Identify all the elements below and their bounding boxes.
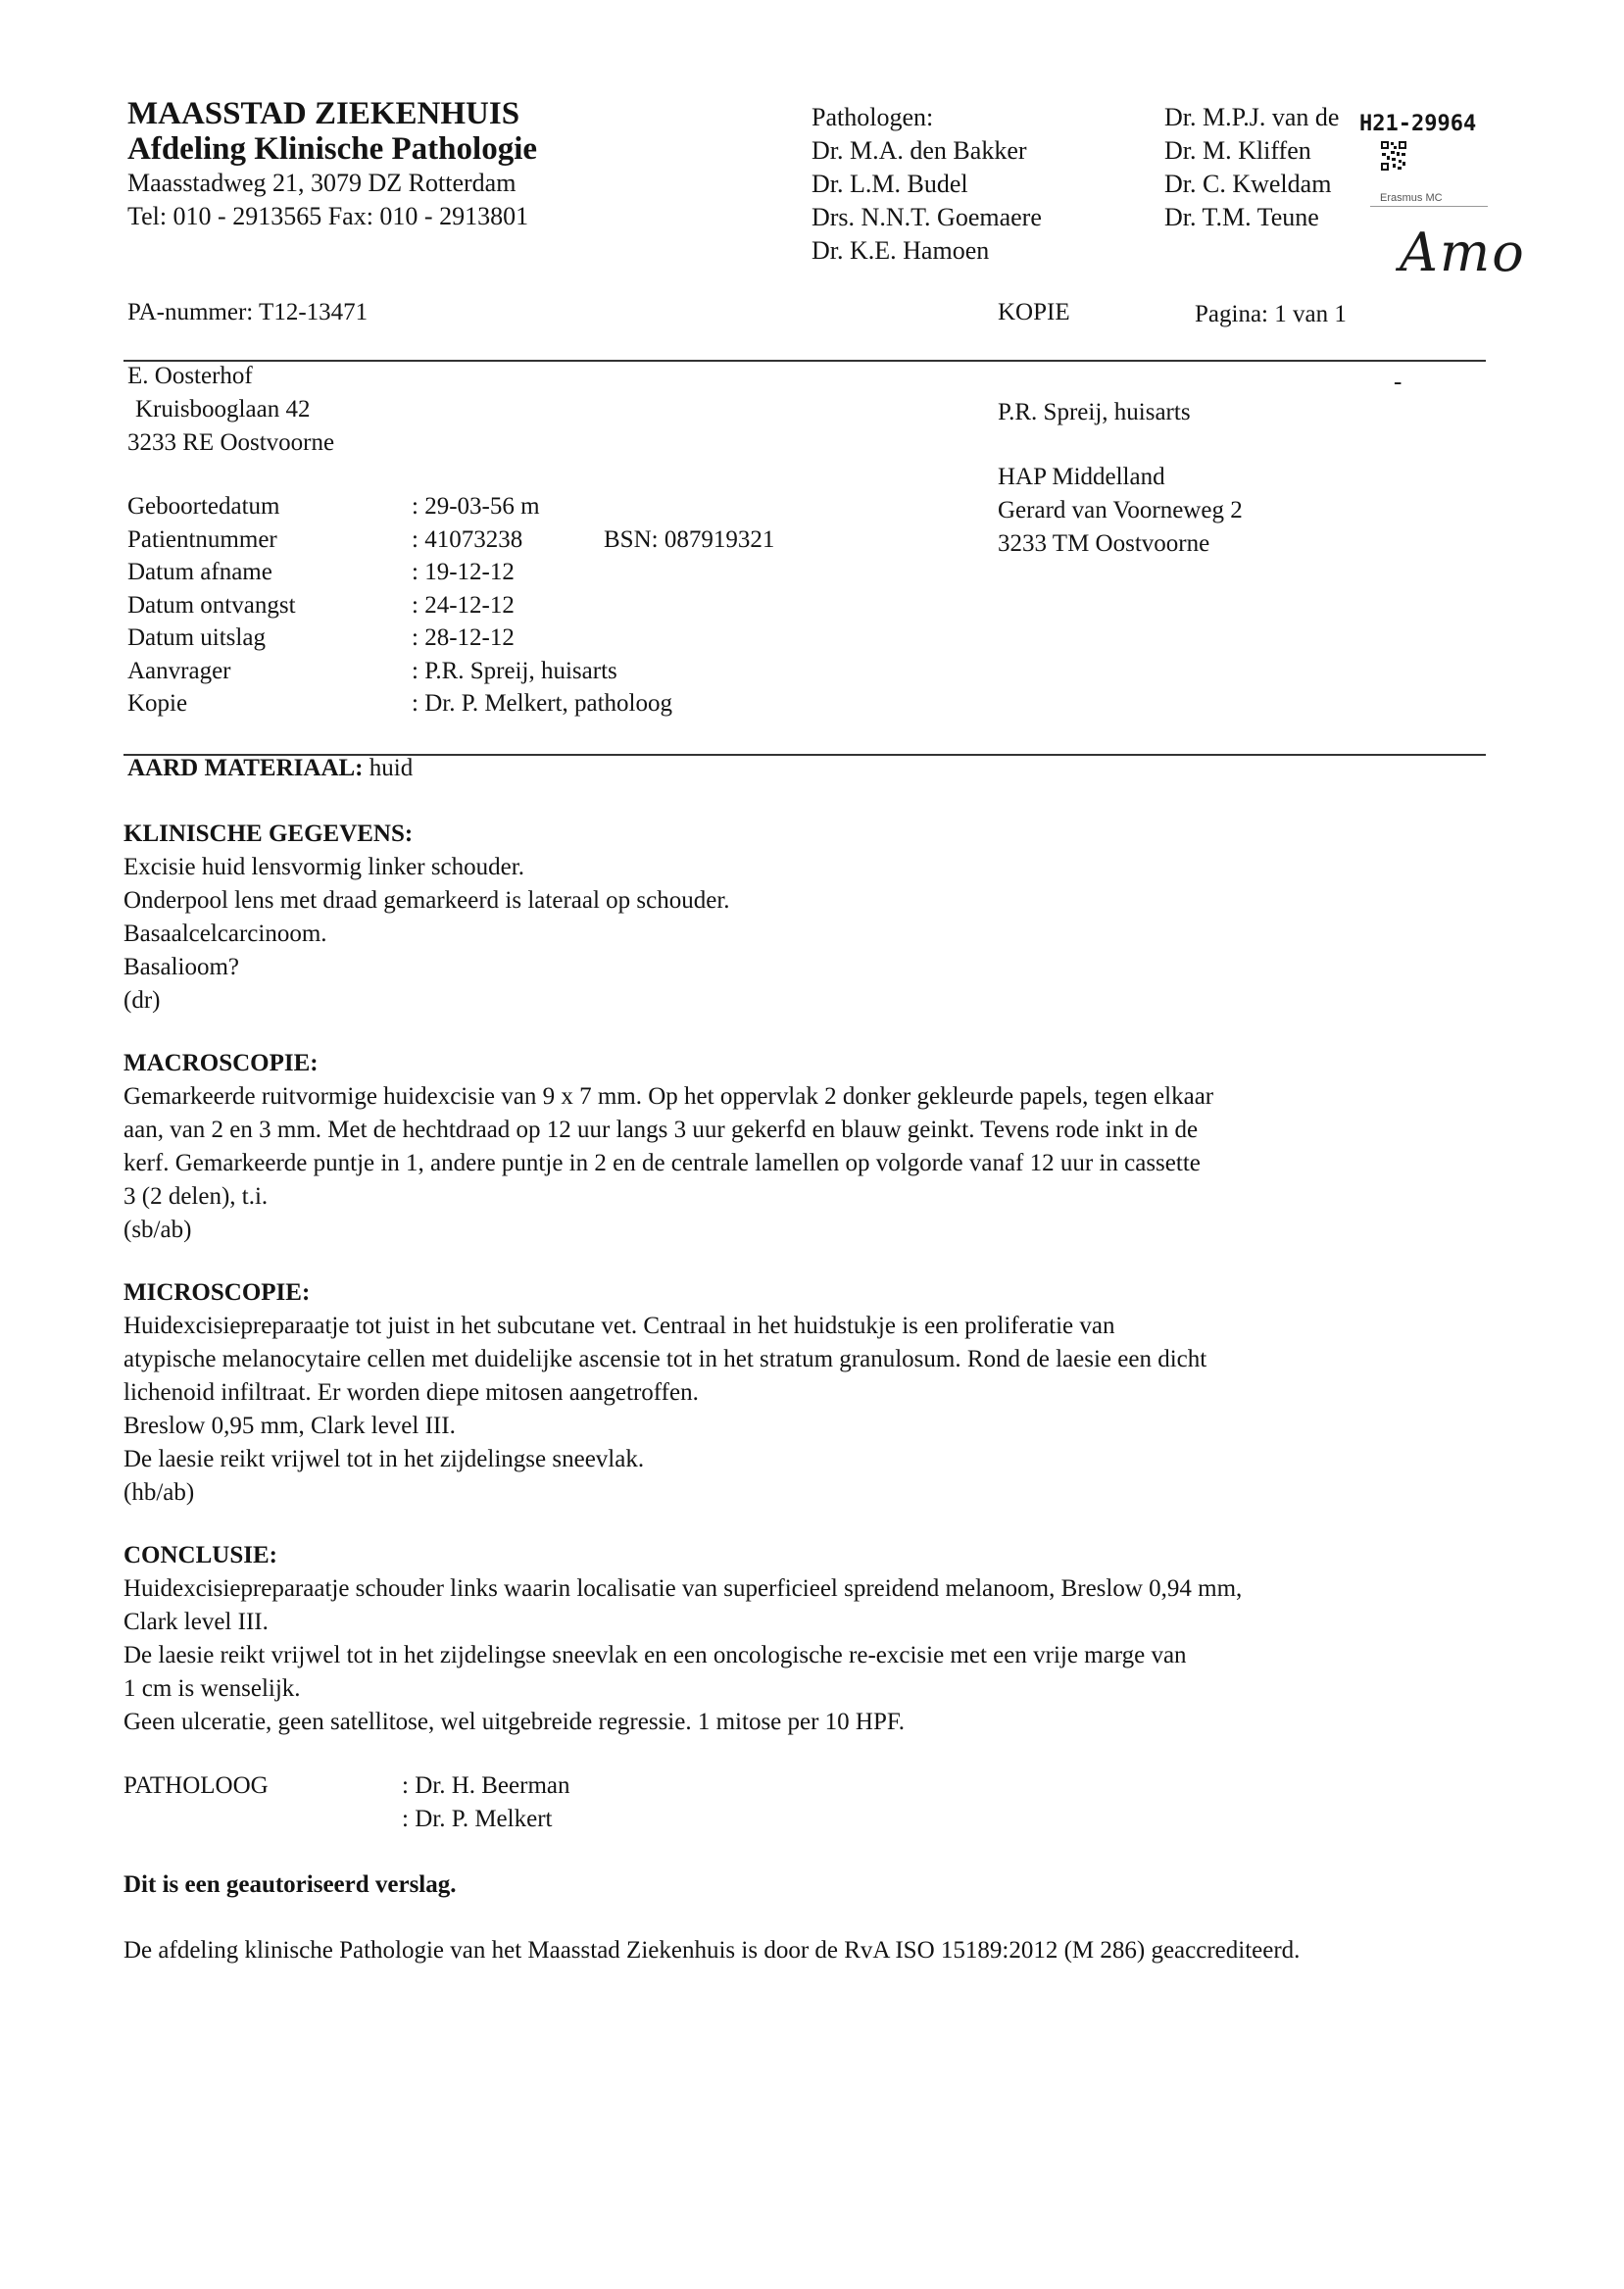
hospital-address: Maasstadweg 21, 3079 DZ Rotterdam — [127, 169, 517, 197]
pathologist-names — [402, 1769, 569, 1836]
hospital-name: MAASSTAD ZIEKENHUIS — [127, 96, 520, 131]
micro-line: (hb/ab) — [123, 1479, 195, 1506]
patient-address — [127, 360, 334, 460]
material-heading: AARD MATERIAAL: — [127, 755, 364, 781]
page-indicator: Pagina: 1 van 1 — [1195, 301, 1347, 327]
recipient-doctor: P.R. Spreij, huisarts — [998, 399, 1191, 425]
macro-line: aan, van 2 en 3 mm. Met de hechtdraad op 12 uur langs 3 uur gekerfd en blauw geinkt. Tevens rode inkt in de — [123, 1117, 1199, 1143]
detail-label: Aanvrager — [127, 657, 231, 684]
recipient-street: Gerard van Voorneweg 2 — [998, 497, 1243, 523]
clinical-heading: KLINISCHE GEGEVENS: — [123, 821, 414, 847]
conclusion-line: De laesie reikt vrijwel tot in het zijdelingse sneevlak en een oncologische re-excisie met een vrije marge van — [123, 1642, 1187, 1668]
pathologist-name: Dr. M.P.J. van de — [1164, 103, 1340, 131]
detail-value: : Dr. P. Melkert, patholoog — [412, 690, 672, 717]
detail-row — [127, 556, 813, 589]
handwritten-note: Amo — [1400, 222, 1526, 283]
micro-line: atypische melanocytaire cellen met duidelijke ascensie tot in het stratum granulosum. Rond de laesie een dicht — [123, 1346, 1207, 1372]
conclusion-line: Huidexcisiepreparaatje schouder links waarin localisatie van superficieel spreidend melanoom, Breslow 0,94 mm, — [123, 1575, 1243, 1602]
recipient-address — [998, 396, 1243, 561]
micro-line: Huidexcisiepreparaatje tot juist in het subcutane vet. Centraal in het huidstukje is een proliferatie van — [123, 1313, 1115, 1339]
details-table — [127, 490, 813, 725]
pathologist-name: Drs. N.N.T. Goemaere — [812, 203, 1042, 231]
clinical-line: (dr) — [123, 987, 161, 1014]
department-name: Afdeling Klinische Pathologie — [127, 131, 538, 167]
clinical-section — [123, 818, 1417, 1018]
micro-line: lichenoid infiltraat. Er worden diepe mitosen aangetroffen. — [123, 1379, 699, 1406]
detail-label: Patientnummer — [127, 525, 277, 553]
detail-row — [127, 490, 813, 523]
conclusion-line: Geen ulceratie, geen satellitose, wel uitgebreide regressie. 1 mitose per 10 HPF. — [123, 1709, 906, 1735]
detail-value: : 41073238 — [412, 525, 523, 553]
detail-value: : 24-12-12 — [412, 591, 515, 619]
bsn-number: BSN: 087919321 — [604, 525, 775, 553]
detail-value: : 28-12-12 — [412, 624, 515, 651]
conclusion-line: 1 cm is wenselijk. — [123, 1675, 301, 1702]
hospital-block — [127, 96, 537, 233]
macro-line: Gemarkeerde ruitvormige huidexcisie van 9 x 7 mm. Op het oppervlak 2 donker gekleurde papels, tegen elkaar — [123, 1083, 1214, 1110]
detail-value: : 29-03-56 m — [412, 493, 540, 520]
detail-row — [127, 589, 813, 622]
macro-line: kerf. Gemarkeerde puntje in 1, andere puntje in 2 en de centrale lamellen op volgorde vanaf 12 uur in cassette — [123, 1150, 1201, 1176]
pathologist-name: Dr. M. Kliffen — [1164, 136, 1311, 165]
pathologists-label: Pathologen: — [812, 103, 934, 131]
macro-section — [123, 1047, 1417, 1247]
qr-code-icon — [1380, 140, 1407, 172]
accreditation-statement: De afdeling klinische Pathologie van het Maasstad Ziekenhuis is door de RvA ISO 15189:2012 (M 286) geaccrediteerd. — [123, 1937, 1301, 1964]
pathologist-signer: : Dr. H. Beerman — [402, 1772, 570, 1799]
recipient-city: 3233 TM Oostvoorne — [998, 530, 1210, 557]
detail-value: : P.R. Spreij, huisarts — [412, 657, 617, 684]
micro-heading: MICROSCOPIE: — [123, 1279, 311, 1306]
detail-label: Kopie — [127, 690, 188, 717]
material-value: huid — [363, 755, 414, 781]
micro-line: De laesie reikt vrijwel tot in het zijdelingse sneevlak. — [123, 1446, 645, 1472]
sticker-org: Erasmus MC — [1380, 192, 1443, 204]
patient-city: 3233 RE Oostvoorne — [127, 429, 335, 456]
conclusion-section — [123, 1539, 1417, 1739]
patient-street: Kruisbooglaan 42 — [135, 396, 311, 423]
macro-line: (sb/ab) — [123, 1217, 192, 1243]
pathologist-name: Dr. K.E. Hamoen — [812, 236, 990, 265]
detail-row — [127, 523, 813, 557]
detail-row — [127, 622, 813, 655]
detail-label: Datum afname — [127, 559, 272, 585]
pathologist-label: PATHOLOOG — [123, 1772, 269, 1799]
pa-number: PA-nummer: T12-13471 — [127, 299, 369, 325]
dash-mark: - — [1394, 369, 1403, 395]
micro-section — [123, 1276, 1417, 1510]
clinical-line: Excisie huid lensvormig linker schouder. — [123, 854, 524, 880]
spacer — [998, 429, 1243, 461]
hospital-phone: Tel: 010 - 2913565 Fax: 010 - 2913801 — [127, 202, 529, 230]
macro-line: 3 (2 delen), t.i. — [123, 1183, 269, 1210]
micro-line: Breslow 0,95 mm, Clark level III. — [123, 1413, 456, 1439]
sticker-rule — [1370, 206, 1488, 207]
detail-row — [127, 687, 813, 721]
conclusion-heading: CONCLUSIE: — [123, 1542, 277, 1568]
detail-label: Datum uitslag — [127, 624, 266, 651]
pathologist-name: Dr. T.M. Teune — [1164, 203, 1319, 231]
pathologist-name: Dr. C. Kweldam — [1164, 170, 1332, 198]
authorized-statement: Dit is een geautoriseerd verslag. — [123, 1871, 457, 1898]
conclusion-line: Clark level III. — [123, 1609, 269, 1635]
clinical-line: Basalioom? — [123, 954, 240, 980]
detail-value: : 19-12-12 — [412, 559, 515, 585]
patient-name: E. Oosterhof — [127, 363, 253, 389]
pathologist-name: Dr. M.A. den Bakker — [812, 136, 1027, 165]
sticker-code: H21-29964 — [1359, 112, 1477, 136]
pathologist-name: Dr. L.M. Budel — [812, 170, 968, 198]
clinical-line: Basaalcelcarcinoom. — [123, 921, 327, 947]
material-line — [127, 752, 413, 785]
copy-label: KOPIE — [998, 299, 1070, 325]
pathologist-signer: : Dr. P. Melkert — [402, 1806, 553, 1832]
clinical-line: Onderpool lens met draad gemarkeerd is lateraal op schouder. — [123, 887, 730, 914]
pathologists-list-1 — [812, 101, 1042, 268]
macro-heading: MACROSCOPIE: — [123, 1050, 319, 1076]
detail-label: Datum ontvangst — [127, 591, 296, 619]
detail-label: Geboortedatum — [127, 493, 280, 520]
detail-row — [127, 655, 813, 688]
recipient-org: HAP Middelland — [998, 464, 1165, 490]
pathologists-list-2 — [1164, 101, 1368, 234]
